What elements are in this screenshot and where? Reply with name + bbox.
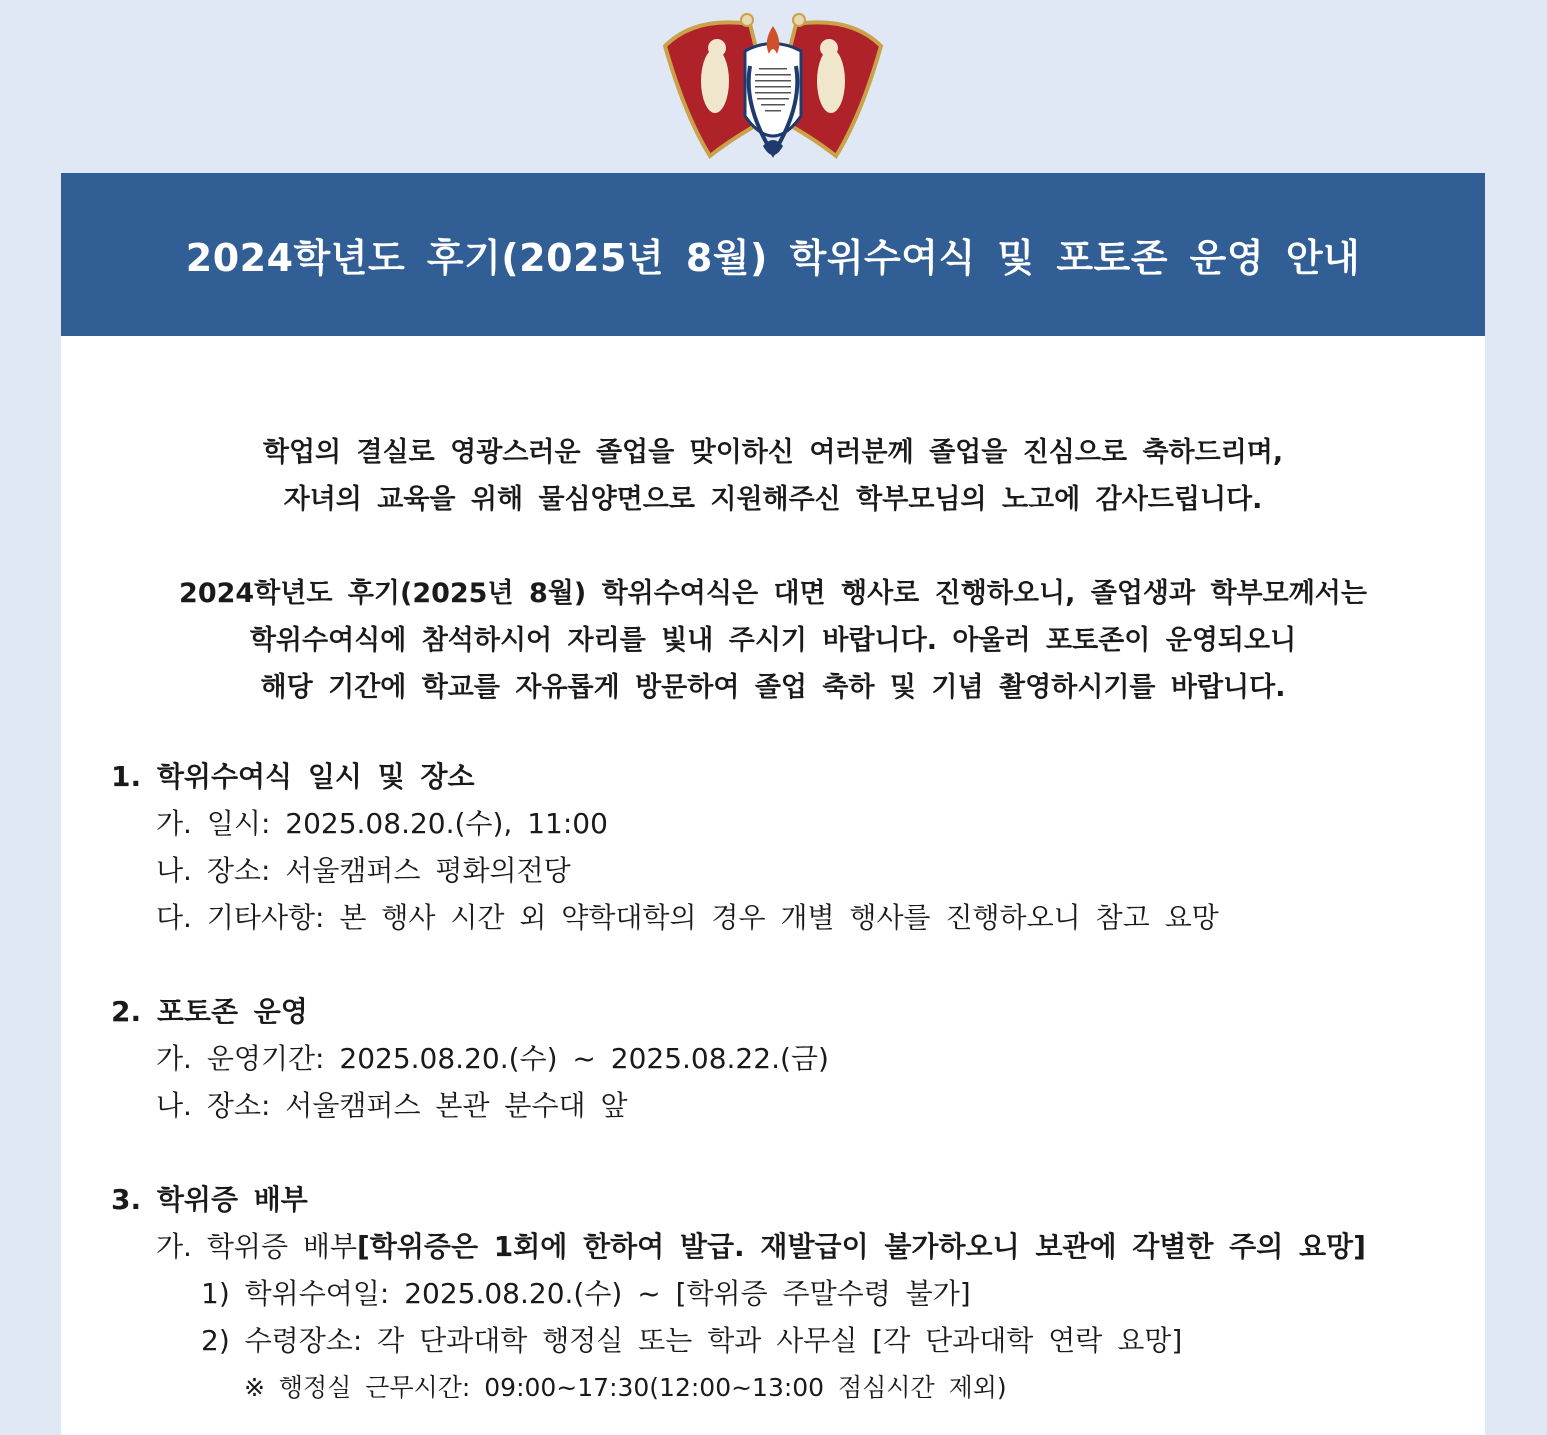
intro-line: 학업의 결실로 영광스러운 졸업을 맞이하신 여러분께 졸업을 진심으로 축하드리며,	[262, 437, 1284, 468]
section-title: 3. 학위증 배부	[111, 1183, 308, 1216]
emblem-icon	[655, 6, 891, 166]
intro-line: 해당 기간에 학교를 자유롭게 방문하여 졸업 축하 및 기념 촬영하시기를 바랍니다.	[260, 672, 1286, 703]
university-emblem	[655, 6, 891, 166]
section-ceremony	[61, 753, 1485, 941]
title-banner	[61, 173, 1485, 336]
page-title: 2024학년도 후기(2025년 8월) 학위수여식 및 포토존 운영 안내	[185, 236, 1361, 280]
notice-card	[61, 173, 1485, 1435]
intro-text	[61, 429, 1485, 711]
intro-line: 학위수여식에 참석하시어 자리를 빛내 주시기 바랍니다. 아울러 포토존이 운영되오니	[249, 625, 1297, 656]
list-item: 가. 운영기간: 2025.08.20.(수) ~ 2025.08.22.(금)	[156, 1042, 829, 1075]
list-item: 가. 일시: 2025.08.20.(수), 11:00	[156, 807, 608, 840]
list-item: 나. 장소: 서울캠퍼스 평화의전당	[156, 854, 571, 887]
notice-sections	[61, 753, 1485, 1411]
sub-item: 2) 수령장소: 각 단과대학 행정실 또는 학과 사무실 [각 단과대학 연락 요망]	[201, 1324, 1183, 1357]
list-item: 나. 장소: 서울캠퍼스 본관 분수대 앞	[156, 1089, 628, 1122]
section-photozone	[61, 988, 1485, 1129]
sub-item: 1) 학위수여일: 2025.08.20.(수) ~ [학위증 주말수령 불가]	[201, 1277, 971, 1310]
item-warning: [학위증은 1회에 한하여 발급. 재발급이 불가하오니 보관에 각별한 주의 요망]	[357, 1230, 1366, 1263]
section-title: 1. 학위수여식 일시 및 장소	[111, 760, 475, 793]
section-title: 2. 포토존 운영	[111, 995, 308, 1028]
intro-line: 자녀의 교육을 위해 물심양면으로 지원해주신 학부모님의 노고에 감사드립니다.	[283, 484, 1263, 515]
intro-line: 2024학년도 후기(2025년 8월) 학위수여식은 대면 행사로 진행하오니, 졸업생과 학부모께서는	[179, 578, 1367, 609]
item-prefix: 가. 학위증 배부	[156, 1230, 357, 1263]
section-diploma	[61, 1176, 1485, 1411]
list-item: 다. 기타사항: 본 행사 시간 외 약학대학의 경우 개별 행사를 진행하오니 참고 요망	[156, 901, 1219, 934]
office-hours-note: ※ 행정실 근무시간: 09:00~17:30(12:00~13:00 점심시간 제외)	[244, 1373, 1007, 1402]
list-item	[156, 1223, 1485, 1270]
